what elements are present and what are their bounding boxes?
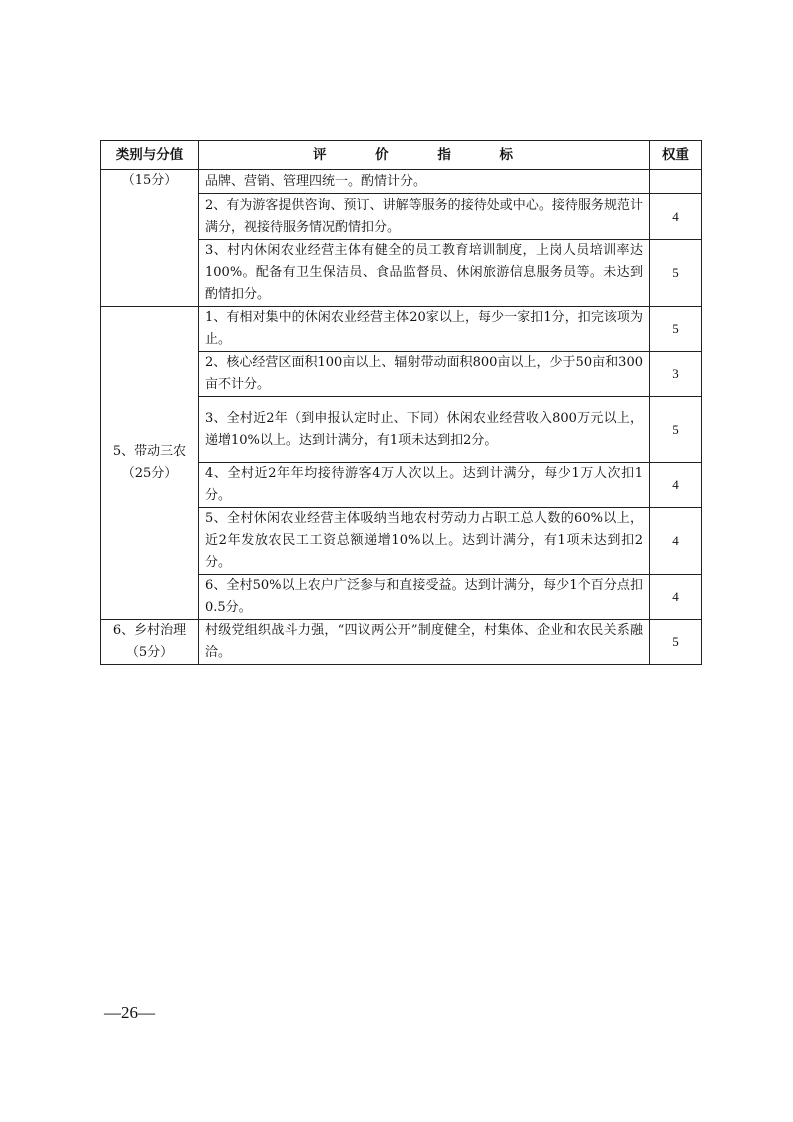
category-label-line: 6、乡村治理 (112, 623, 187, 638)
indicator-cell: 5、全村休闲农业经营主体吸纳当地农村劳动力占职工总人数的60%以上，近2年发放农民工工资总额递增10%以上。达到计满分，有1项未达到扣2分。 (199, 508, 650, 575)
category-cell (101, 307, 199, 620)
weight-cell: 5 (650, 307, 702, 352)
table-header-row (101, 141, 702, 170)
indicator-cell: 村级党组织战斗力强，“四议两公开”制度健全，村集体、企业和农民关系融洽。 (199, 620, 650, 665)
category-label-line: （25分） (121, 466, 178, 481)
header-category: 类别与分值 (101, 141, 199, 170)
indicator-cell: 2、有为游客提供咨询、预订、讲解等服务的接待处或中心。接待服务规范计满分，视接待服务情况酌情扣分。 (199, 194, 650, 240)
category-label-line: （15分） (121, 173, 178, 188)
table-row (101, 170, 702, 194)
category-label-line: 5、带动三农 (112, 444, 187, 459)
category-cell (101, 170, 199, 307)
table-row (101, 307, 702, 352)
weight-cell: 5 (650, 240, 702, 307)
weight-cell: 3 (650, 352, 702, 397)
category-cell (101, 620, 199, 665)
weight-cell: 4 (650, 575, 702, 620)
table-row (101, 620, 702, 665)
header-weight: 权重 (650, 141, 702, 170)
indicator-cell: 品牌、营销、管理四统一。酌情计分。 (199, 170, 650, 194)
indicator-cell: 3、村内休闲农业经营主体有健全的员工教育培训制度，上岗人员培训率达100%。配备有卫生保洁员、食品监督员、休闲旅游信息服务员等。未达到酌情扣分。 (199, 240, 650, 307)
page-number: —26— (104, 1003, 155, 1022)
weight-cell: 5 (650, 397, 702, 463)
indicator-cell: 6、全村50%以上农户广泛参与和直接受益。达到计满分，每少1个百分点扣0.5分。 (199, 575, 650, 620)
header-indicator: 评 价 指 标 (199, 141, 650, 170)
indicator-cell: 2、核心经营区面积100亩以上、辐射带动面积800亩以上，少于50亩和300亩不计分。 (199, 352, 650, 397)
indicator-cell: 1、有相对集中的休闲农业经营主体20家以上，每少一家扣1分，扣完该项为止。 (199, 307, 650, 352)
indicator-cell: 3、全村近2年（到申报认定时止、下同）休闲农业经营收入800万元以上，递增10%以上。达到计满分，有1项未达到扣2分。 (199, 397, 650, 463)
weight-cell (650, 170, 702, 194)
weight-cell: 4 (650, 194, 702, 240)
weight-cell: 4 (650, 463, 702, 508)
weight-cell: 5 (650, 620, 702, 665)
indicator-cell: 4、全村近2年年均接待游客4万人次以上。达到计满分，每少1万人次扣1分。 (199, 463, 650, 508)
weight-cell: 4 (650, 508, 702, 575)
category-label-line: （5分） (125, 645, 174, 660)
evaluation-table (100, 140, 702, 665)
